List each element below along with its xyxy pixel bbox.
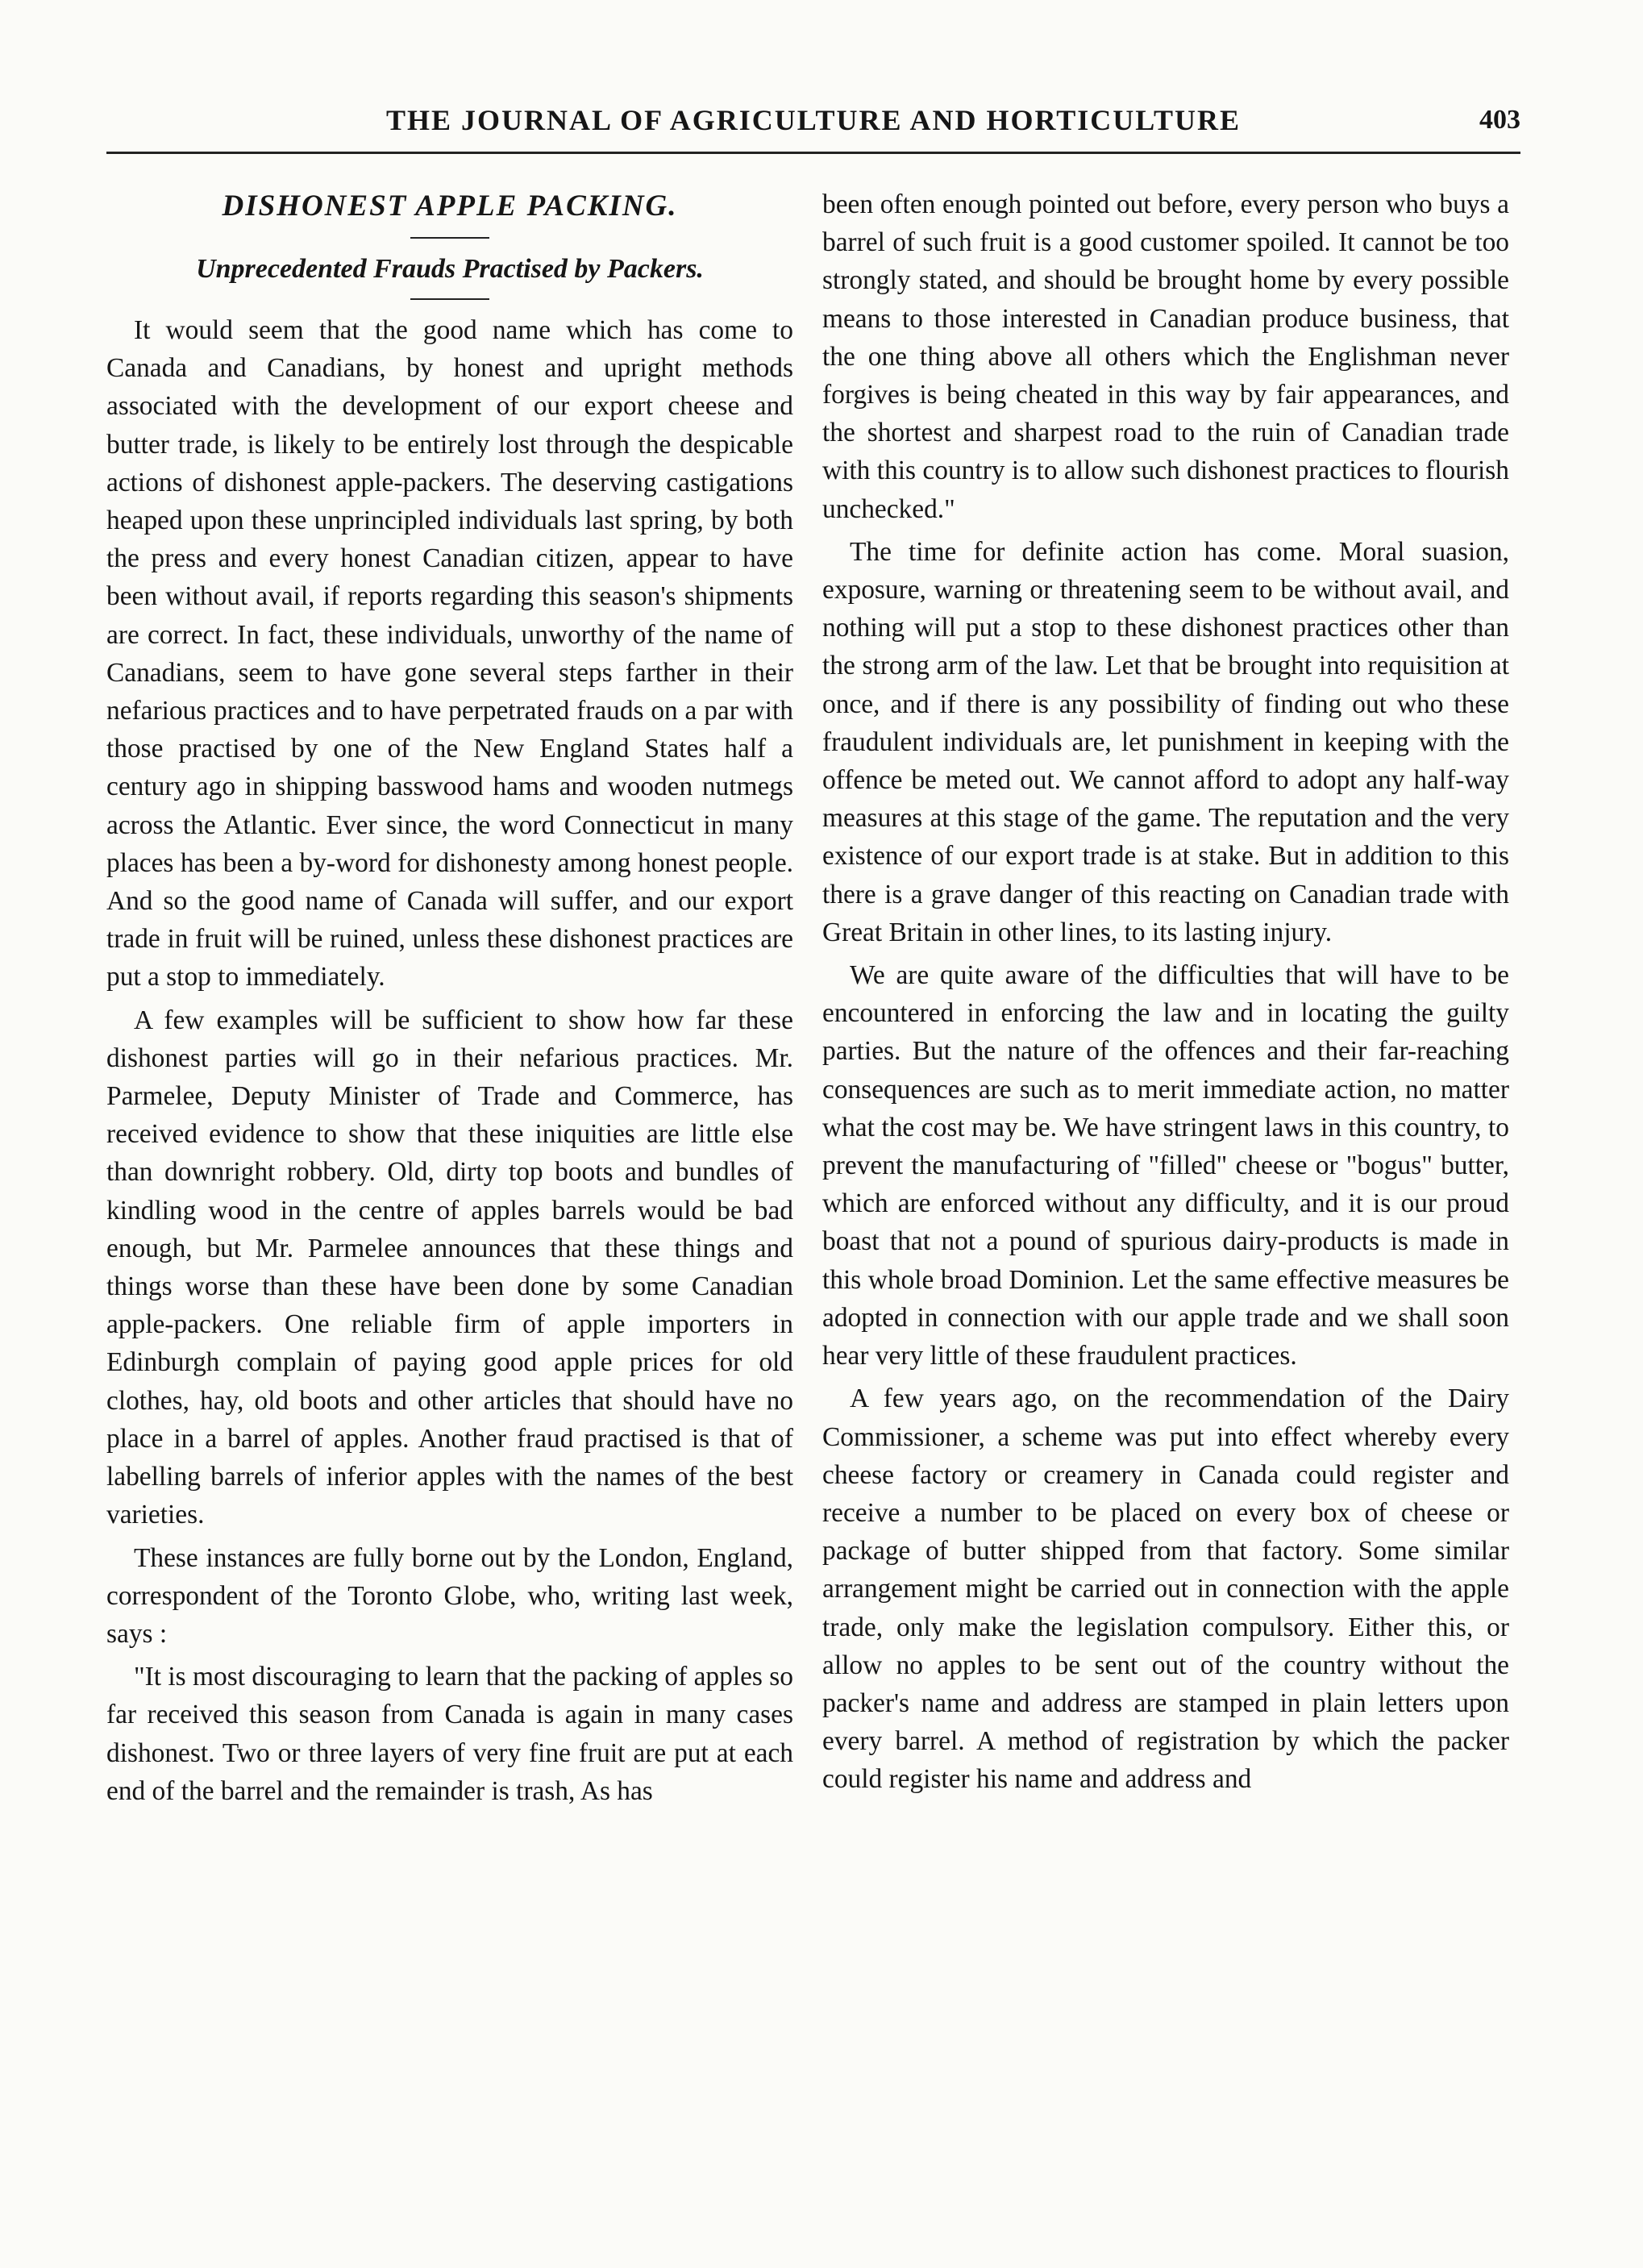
- headline-separator: [410, 237, 489, 239]
- paragraph-registration-scheme: A few years ago, on the recommendation of the Dairy Commissioner, a scheme was put into effect whereby every cheese factory or creamery in Canada could register and receive a number to be placed on every box of cheese or package of butter shipped from that factory. Some similar arrangement might be carried out in connection with the apple trade, only make the legislation compulsory. Either this, or allow no apples to be sent out of the country without the packer's name and address are stamped in plain letters upon every barrel. A method of registration by which the packer could register his name and address and: [822, 1384, 1509, 1795]
- paragraph-globe-reference: These instances are fully borne out by the London, England, correspondent of the Toronto Globe, who, writing last week, says :: [106, 1542, 793, 1649]
- right-column: [822, 185, 1509, 1804]
- running-header: [106, 95, 1520, 152]
- paragraph-examples: A few examples will be sufficient to show how far these dishonest parties will go in their nefarious practices. Mr. Parmelee, Deputy Minister of Trade and Commerce, has received evidence to show that these iniquities are little else than downright robbery. Old, dirty top boots and bundles of kindling wood in the centre of apples barrels would be bad enough, but Mr. Parmelee announces that these things and things worse than these have been done by some Canadian apple-packers. One reliable firm of apple importers in Edinburgh complain of paying good apple prices for old clothes, hay, old boots and other articles that should have no place in a barrel of apples. Another fraud practised is that of labelling barrels of inferior apples with the names of the best varieties.: [106, 1005, 793, 1530]
- article-headline: DISHONEST APPLE PACKING.: [222, 189, 678, 223]
- subheadline-separator: [410, 298, 489, 300]
- header-rule: [106, 152, 1520, 154]
- article-subheadline: Unprecedented Frauds Practised by Packers.: [196, 254, 704, 284]
- journal-title: THE JOURNAL OF AGRICULTURE AND HORTICULTURE: [386, 104, 1241, 136]
- paragraph-quotation-continued: been often enough pointed out before, every person who buys a barrel of such fruit is a good customer spoiled. It cannot be too strongly stated, and should be brought home by every possible means to those interested in Canadian produce business, that the one thing above all others which the Englishman never forgives is being cheated in this way by fair appearances, and the shortest and sharpest road to the ruin of Canadian trade with this country is to allow such dishonest practices to flourish unchecked.": [822, 189, 1509, 524]
- paragraph-quotation: "It is most discouraging to learn that the packing of apples so far received this season from Canada is again in many cases dishonest. Two or three layers of very fine fruit are put at each end of the barrel and the remainder is trash, As has: [106, 1662, 793, 1806]
- paragraph-intro: It would seem that the good name which has come to Canada and Canadians, by honest and upright methods associated with the development of our export cheese and butter trade, is likely to be entirely lost through the despicable actions of dishonest apple-packers. The deserving castigations heaped upon these unprincipled individuals last spring, by both the press and every honest Canadian citizen, appear to have been without avail, if reports regarding this season's shipments are correct. In fact, these individuals, unworthy of the name of Canadians, seem to have gone several steps farther in their nefarious practices and to have perpetrated frauds on a par with those practised by one of the New England States half a century ago in shipping basswood hams and wooden nutmegs across the Atlantic. Ever since, the word Connecticut in many places has been a by-word for dishonesty among honest people. And so the good name of Canada will suffer, and our export trade in fruit will be ruined, unless these dishonest practices are put a stop to immediately.: [106, 315, 793, 993]
- paragraph-definite-action: The time for definite action has come. Moral suasion, exposure, warning or threatening seem to be without avail, and nothing will put a stop to these dishonest practices other than the strong arm of the law. Let that be brought into requisition at once, and if there is any possibility of finding out who these fraudulent individuals are, let punishment in keeping with the offence be meted out. We cannot afford to adopt any half-way measures at this stage of the game. The reputation and the very existence of our export trade is at stake. But in addition to this there is a grave danger of this reacting on Canadian trade with Great Britain in other lines, to its lasting injury.: [822, 536, 1509, 947]
- left-column: [106, 185, 793, 1815]
- page-number: 403: [1479, 105, 1520, 135]
- paragraph-difficulties: We are quite aware of the difficulties that will have to be encountered in enforcing the law and in locating the guilty parties. But the nature of the offences and their far-reaching consequences are such as to merit immediate action, no matter what the cost may be. We have stringent laws in this country, to prevent the manufacturing of "filled" cheese or "bogus" butter, which are enforced without any difficulty, and it is our proud boast that not a pound of spurious dairy-products is made in this whole broad Dominion. Let the same effective measures be adopted in connection with our apple trade and we shall soon hear very little of these fraudulent practices.: [822, 960, 1509, 1371]
